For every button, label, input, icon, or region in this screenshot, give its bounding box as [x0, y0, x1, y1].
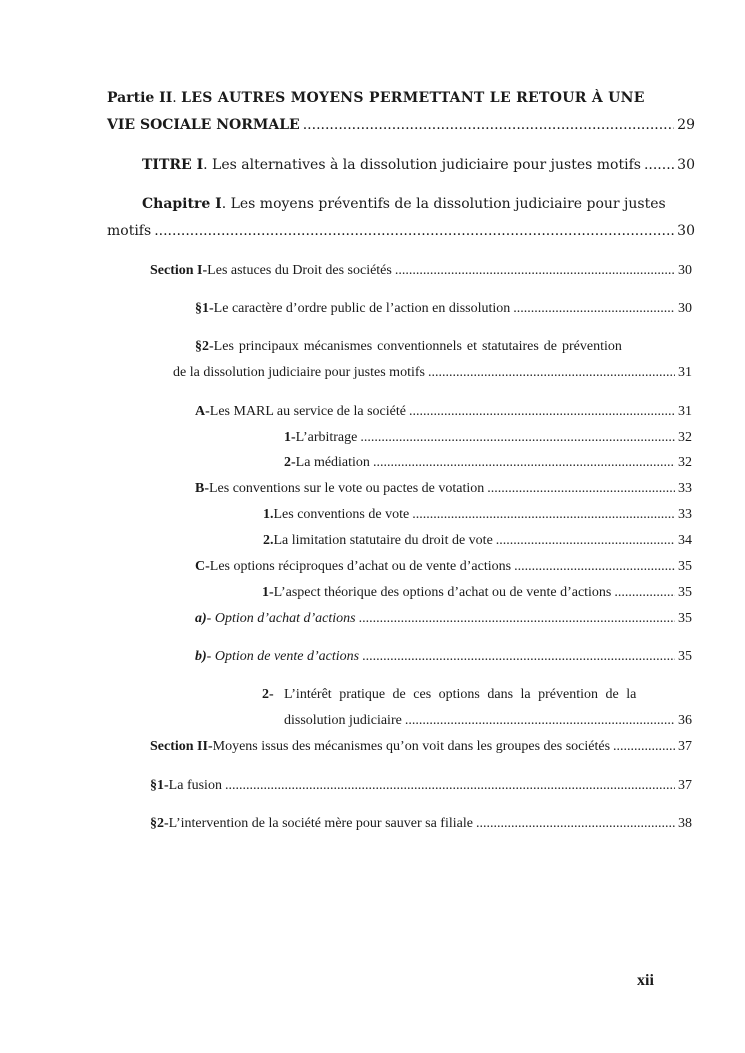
page-ref: 38	[678, 816, 692, 831]
partie-label: Partie II	[107, 90, 173, 106]
dot-leader	[476, 815, 675, 833]
page-ref: 31	[678, 404, 692, 419]
paragraph-label: §2-	[195, 339, 214, 354]
paragraph-label: §1-	[195, 301, 214, 316]
item-title: La limitation statutaire du droit de vote	[273, 533, 493, 548]
dot-leader	[154, 222, 674, 240]
item-title: - Option de vente d’actions	[206, 649, 360, 664]
section-label: Section II-	[150, 739, 213, 754]
dot-leader	[412, 506, 675, 524]
item-label: 1-	[284, 430, 296, 445]
paragraph-title: Le caractère d’ordre public de l’action en dissolution	[213, 301, 511, 316]
page-ref: 30	[678, 263, 692, 278]
page-ref: 30	[677, 223, 695, 239]
chapitre-label: Chapitre I	[142, 196, 222, 212]
item-title: L’aspect théorique des options d’achat ou de vente d’actions	[273, 585, 612, 600]
section-title: Les astuces du Droit des sociétés	[207, 263, 392, 278]
dot-leader	[303, 116, 674, 134]
paragraph-title: L’intervention de la société mère pour sauver sa filiale	[168, 816, 473, 831]
page-ref: 35	[678, 585, 692, 600]
item-label: b)	[195, 649, 207, 664]
item-title: - Option d’achat d’actions	[206, 611, 356, 626]
dot-leader	[360, 429, 675, 447]
page-number: xii	[637, 972, 654, 989]
chapitre-title-line1: . Les moyens préventifs de la dissolution judiciaire pour justes	[221, 196, 666, 212]
item-title: Les options réciproques d’achat ou de vente d’actions	[209, 559, 512, 574]
titre-title: . Les alternatives à la dissolution judiciaire pour justes motifs	[203, 157, 641, 173]
section-title: Moyens issus des mécanismes qu’on voit dans les groupes des sociétés	[212, 739, 611, 754]
page-ref: 35	[678, 611, 692, 626]
chapitre-title-line2: motifs	[107, 223, 152, 239]
page-ref: 36	[678, 713, 692, 728]
toc-page: Partie II . LES AUTRES MOYENS PERMETTANT LE RETOUR À UNE VIE SOCIALE NORMALE ..... 29 TITRE I . Les alternatives à la dissolution judiciaire pour justes motifs ..... 30 Chapitre I . Les moyens préventifs de la dissolution judiciaire pour justes motifs ..... 30 Section I- Les astuces du Droit des sociétés ..... 30 §1- Le caractère d’ordre public de l’action en dissolution ..... 30 §2- Les principaux mécanismes conventionnels et statutaires de prévention de la dissolution judiciaire pour justes motifs ..... 31 A- Les MARL au service de la société ..... 31 1- L’arbitrage ..... 32 2- La médiation ..... 32 B- Les conventions sur le vote ou pactes de votation ..... 33 1. Les conventions de vote ..... 33 2. La limitation statutaire du droit de vote ..... 34 C- Les options réciproques d’achat ou de vente d’actions ..... 35 1- L’aspect théorique des options d’achat ou de vente d’actions ..... 35 a) - Option d’achat d’actions ..... 35 b) - Option de vente d’actions ..... 35 2- L’intérêt pratique de ces options dans la prévention de la dissolution judiciaire ..... 36 Section II- Moyens issus des mécanismes qu’on voit dans les groupes des sociétés ..... 37 §1- La fusion ..... 37 §2- L’intervention de la société mère pour sauver sa filiale ..... 38 xii	[0, 0, 745, 1053]
item-title: Les MARL au service de la société	[209, 404, 406, 419]
dot-leader	[514, 558, 675, 576]
page-ref: 31	[678, 365, 692, 380]
page-ref: 29	[677, 117, 695, 133]
dot-leader	[409, 403, 675, 421]
dot-leader	[496, 532, 675, 550]
dot-leader	[614, 584, 675, 602]
dot-leader	[428, 364, 675, 382]
dot-leader	[362, 648, 675, 666]
partie-title-line1: LES AUTRES MOYENS PERMETTANT LE RETOUR À UNE	[181, 90, 645, 106]
item-label: 2-	[284, 455, 296, 470]
item-label: 1.	[263, 507, 274, 522]
dot-leader	[225, 777, 675, 795]
dot-leader	[487, 480, 675, 498]
item-title: Les conventions de vote	[273, 507, 410, 522]
page-ref: 32	[678, 430, 692, 445]
page-ref: 33	[678, 507, 692, 522]
item-label: A-	[195, 404, 210, 419]
page-ref: 35	[678, 649, 692, 664]
partie-title-line2: VIE SOCIALE NORMALE	[107, 117, 300, 133]
item-title: L’arbitrage	[295, 430, 358, 445]
paragraph-label: §1-	[150, 778, 169, 793]
paragraph-title-line2: de la dissolution judiciaire pour justes motifs	[173, 365, 425, 380]
item-title: La médiation	[295, 455, 370, 470]
page-ref: 32	[678, 455, 692, 470]
dot-leader	[373, 454, 675, 472]
page-ref: 37	[678, 739, 692, 754]
page-ref: 37	[678, 778, 692, 793]
item-label: 2.	[263, 533, 274, 548]
item-label: 2-	[262, 687, 274, 702]
item-title-line1: L’intérêt pratique de ces options dans la prévention de la	[284, 687, 637, 702]
dot-leader	[513, 300, 675, 318]
titre-label: TITRE I	[142, 157, 204, 173]
item-label: B-	[195, 481, 209, 496]
paragraph-title-line1: Les principaux mécanismes conventionnels et statutaires de prévention	[213, 339, 622, 354]
page-ref: 34	[678, 533, 692, 548]
page-ref: 30	[677, 157, 695, 173]
dot-leader	[613, 738, 675, 756]
page-ref: 33	[678, 481, 692, 496]
paragraph-title: La fusion	[168, 778, 222, 793]
item-title-line2: dissolution judiciaire	[284, 713, 402, 728]
dot-leader	[359, 610, 675, 628]
dot-leader	[644, 156, 674, 174]
dot-leader	[405, 712, 675, 730]
item-label: C-	[195, 559, 210, 574]
section-label: Section I-	[150, 263, 208, 278]
item-title: Les conventions sur le vote ou pactes de votation	[209, 481, 485, 496]
dot-leader	[395, 262, 675, 280]
paragraph-label: §2-	[150, 816, 169, 831]
page-ref: 30	[678, 301, 692, 316]
page-ref: 35	[678, 559, 692, 574]
item-label: a)	[195, 611, 207, 626]
item-label: 1-	[262, 585, 274, 600]
